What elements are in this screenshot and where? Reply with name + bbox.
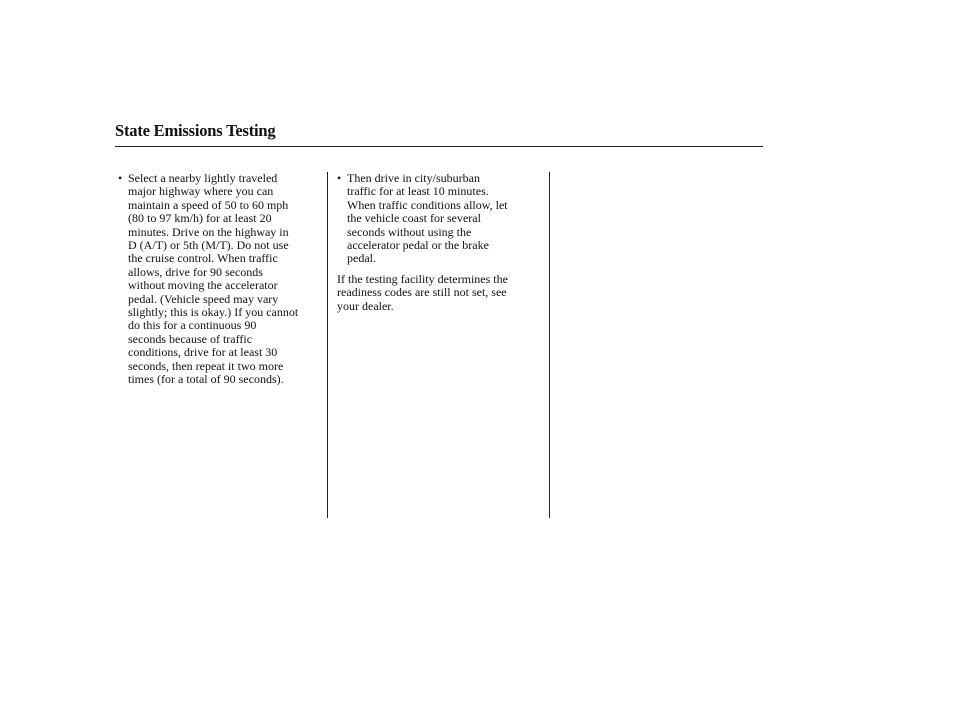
text-line: times (for a total of 90 seconds). bbox=[128, 372, 284, 387]
text-line: accelerator pedal or the brake bbox=[347, 238, 489, 253]
column-2 bbox=[337, 172, 542, 313]
text-line: seconds because of traffic bbox=[128, 331, 253, 346]
text-line: allows, drive for 90 seconds bbox=[128, 264, 263, 279]
text-line: readiness codes are still not set, see bbox=[337, 285, 507, 300]
text-line: (80 to 97 km/h) for at least 20 bbox=[128, 211, 272, 226]
text-line: Select a nearby lightly traveled bbox=[128, 171, 278, 185]
text-line: If the testing facility determines the bbox=[337, 271, 508, 286]
text-line: major highway where you can bbox=[128, 184, 274, 199]
text-line: seconds without using the bbox=[347, 224, 472, 239]
text-line: pedal. bbox=[347, 251, 376, 266]
bullet-marker: • bbox=[118, 171, 123, 185]
text-line: your dealer. bbox=[337, 298, 394, 313]
text-line: maintain a speed of 50 to 60 mph bbox=[128, 197, 289, 212]
bullet-marker: • bbox=[337, 171, 342, 185]
text-line: the cruise control. When traffic bbox=[128, 251, 278, 266]
column-divider-2 bbox=[549, 172, 550, 518]
text-line: do this for a continuous 90 bbox=[128, 318, 257, 333]
text-line: traffic for at least 10 minutes. bbox=[347, 184, 489, 199]
bullet-item bbox=[118, 172, 324, 387]
title-rule bbox=[115, 146, 763, 147]
text-line: minutes. Drive on the highway in bbox=[128, 224, 289, 239]
text-line: When traffic conditions allow, let bbox=[347, 197, 508, 212]
page-title: State Emissions Testing bbox=[115, 121, 276, 140]
column-1 bbox=[118, 172, 324, 387]
text-line: D (A/T) or 5th (M/T). Do not use bbox=[128, 238, 289, 253]
text-line: Then drive in city/suburban bbox=[347, 171, 480, 185]
bullet-text bbox=[128, 172, 324, 387]
dealer-note-paragraph bbox=[337, 273, 542, 313]
bullet-item bbox=[337, 172, 542, 266]
text-line: seconds, then repeat it two more bbox=[128, 358, 284, 373]
text-line: the vehicle coast for several bbox=[347, 211, 481, 226]
text-line: slightly; this is okay.) If you cannot bbox=[128, 305, 299, 320]
text-line: pedal. (Vehicle speed may vary bbox=[128, 291, 279, 306]
column-divider-1 bbox=[327, 172, 328, 518]
bullet-text bbox=[347, 172, 542, 266]
text-line: without moving the accelerator bbox=[128, 278, 278, 293]
text-line: conditions, drive for at least 30 bbox=[128, 345, 278, 360]
